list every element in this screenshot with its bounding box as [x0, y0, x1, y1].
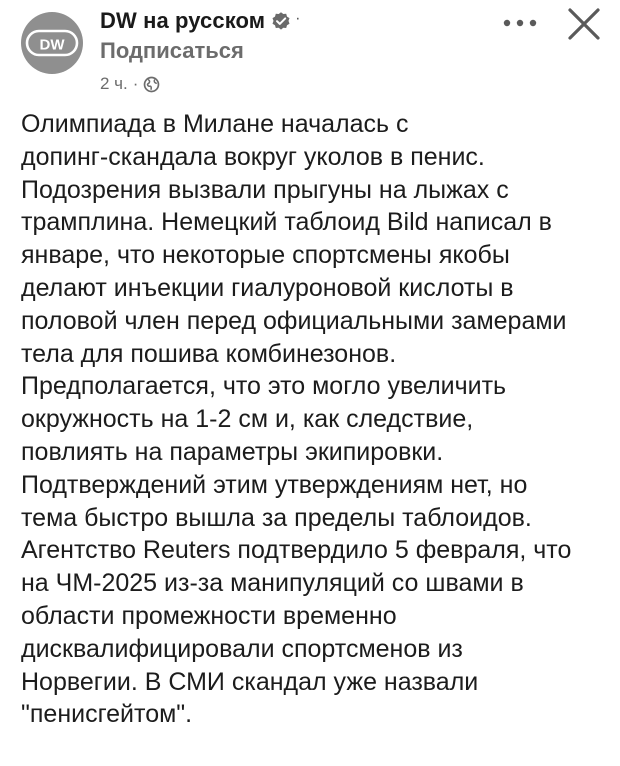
close-button[interactable] — [564, 4, 604, 44]
globe-icon[interactable] — [143, 76, 160, 93]
post-text-line: Предполагается, что это могло увеличить — [21, 372, 507, 401]
verified-badge-icon — [271, 11, 291, 31]
post-text-line: допинг-скандала вокруг уколов в пенис. — [21, 142, 485, 171]
close-icon — [567, 7, 601, 41]
post-text-line: трамплина. Немецкий таблоид Bild написал в — [21, 208, 552, 237]
post-text-line: Подозрения вызвали прыгуны на лыжах с — [21, 175, 509, 204]
post-text-line: окружность на 1-2 см и, как следствие, — [21, 405, 474, 434]
page-avatar[interactable] — [21, 12, 83, 74]
post-text-line: делают инъекции гиалуроновой кислоты в — [21, 273, 514, 302]
post-text-line: Норвегии. В СМИ скандал уже назвали — [21, 667, 479, 696]
meta-separator: · — [132, 74, 139, 93]
name-separator-dot: · — [295, 10, 301, 27]
post-timestamp[interactable]: 2 ч. — [100, 74, 128, 93]
more-options-icon — [502, 18, 538, 28]
post-text-line: на ЧМ-2025 из-за манипуляций со швами в — [21, 569, 524, 598]
page-name-row — [100, 6, 300, 36]
page-name[interactable]: DW на русском — [100, 8, 266, 33]
post-text-line: "пенисгейтом". — [21, 700, 193, 729]
post-text-line: тема быстро вышла за пределы таблоидов. — [21, 503, 532, 532]
post-text-line: дисквалифицировали спортсменов из — [21, 634, 463, 663]
dw-logo-icon — [24, 23, 80, 63]
post-text-line: области промежности временно — [21, 601, 397, 630]
avatar-text: DW — [39, 36, 65, 54]
post-text-line: Олимпиада в Милане началась с — [21, 110, 409, 138]
post-text-line: тела для пошива комбинезонов. — [21, 339, 397, 368]
post-text-line: половой член перед официальными замерами — [21, 306, 567, 335]
post-text-line: Агентство Reuters подтвердило 5 февраля, что — [21, 536, 572, 565]
post-text — [21, 108, 611, 731]
post-meta — [100, 74, 160, 94]
post-text-line: январе, что некоторые спортсмены якобы — [21, 241, 510, 270]
post-header — [0, 0, 620, 100]
post-text-line: повлиять на параметры экипировки. — [21, 437, 444, 466]
post-text-line: Подтверждений этим утверждениям нет, но — [21, 470, 528, 499]
more-options-button[interactable] — [498, 8, 542, 38]
subscribe-button[interactable]: Подписаться — [100, 38, 244, 63]
